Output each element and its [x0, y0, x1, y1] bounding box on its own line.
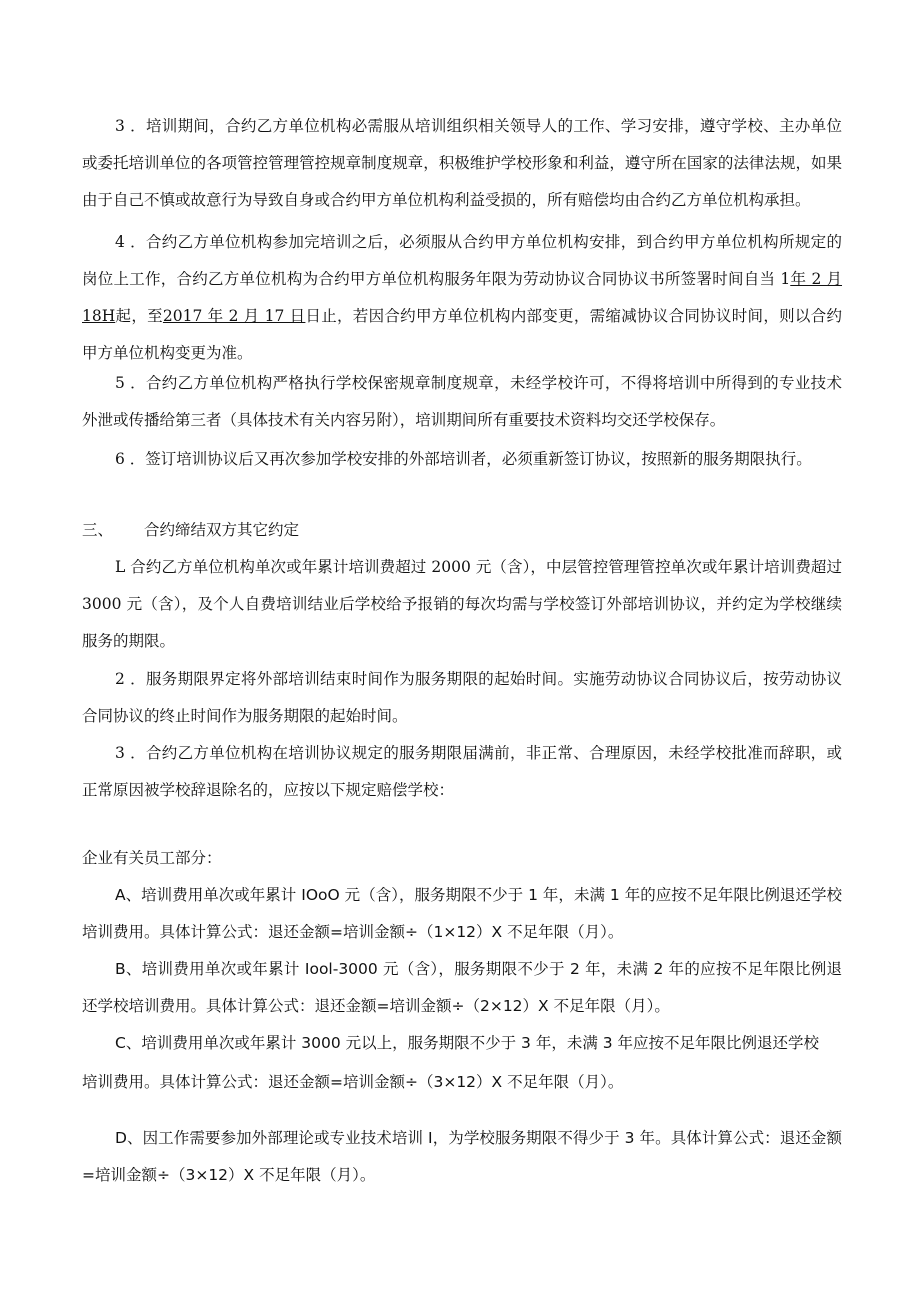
section-3-heading [82, 512, 842, 549]
employee-rule-c-line-1: C、培训费用单次或年累计 3000 元以上，服务期限不少于 3 年，未满 3 年应按不足年限比例退还学校 [115, 1034, 820, 1052]
section-3-clause-3: 3 ．合约乙方单位机构在培训协议规定的服务期限届满前，非正常、合理原因，未经学校批准而辞职，或正常原因被学校辞退除名的，应按以下规定赔偿学校： [82, 744, 842, 799]
clause-6: 6 ．签订培训协议后又再次参加学校安排的外部培训者，必须重新签订协议，按照新的服务期限执行。 [115, 450, 812, 468]
section-3-clause-2: 2 ．服务期限界定将外部培训结束时间作为服务期限的起始时间。实施劳动协议合同协议后，按劳动协议合同协议的终止时间作为服务期限的起始时间。 [82, 670, 842, 725]
service-end-date: 2017 年 2 月 17 日 [162, 307, 306, 325]
clause-3: 3 ．培训期间，合约乙方单位机构必需服从培训组织相关领导人的工作、学习安排，遵守学校、主办单位或委托培训单位的各项管控管理管控规章制度规章，积极维护学校形象和利益，遵守所在国家的法律法规，如果由于自己不慎或故意行为导致自身或合约甲方单位机构利益受损的，所有赔偿均由合约乙方单位机构承担。 [82, 117, 842, 209]
clause-4-text-a: 4 ．合约乙方单位机构参加完培训之后，必须服从合约甲方单位机构安排，到合约甲方单位机构所规定的岗位上工作，合约乙方单位机构为合约甲方单位机构服务年限为劳动协议合同协议书所签署时间自当 1 [82, 233, 842, 288]
section-3-number: 三、 [82, 521, 114, 539]
employee-rule-a: A、培训费用单次或年累计 IOoO 元（含），服务期限不少于 1 年，未满 1 年的应按不足年限比例退还学校培训费用。具体计算公式：退还金额=培训金额÷（1×12）X 不足年限（月）。 [82, 886, 842, 941]
service-start-date: 年 2 月 18H [82, 270, 843, 325]
clause-4-text-b: 起，至 [115, 307, 163, 325]
clause-5: 5 ．合约乙方单位机构严格执行学校保密规章制度规章，未经学校许可，不得将培训中所得到的专业技术外泄或传播给第三者（具体技术有关内容另附），培训期间所有重要技术资料均交还学校保存。 [82, 374, 842, 429]
employee-rule-d: D、因工作需要参加外部理论或专业技术培训 I，为学校服务期限不得少于 3 年。具体计算公式：退还金额=培训金额÷（3×12）X 不足年限（月）。 [82, 1129, 842, 1184]
clause-4-text-c: 日止，若因合约甲方单位机构内部变更，需缩减协议合同协议时间，则以合约甲方单位机构变更为准。 [82, 307, 842, 362]
employee-rule-b: B、培训费用单次或年累计 Iool-3000 元（含），服务期限不少于 2 年，未满 2 年的应按不足年限比例退还学校培训费用。具体计算公式：退还金额=培训金额÷（2×12）X 不足年限（月）。 [82, 960, 842, 1015]
section-3-title: 合约缔结双方其它约定 [144, 521, 300, 539]
employee-rule-c-line-2: 培训费用。具体计算公式：退还金额=培训金额÷（3×12）X 不足年限（月）。 [82, 1073, 624, 1091]
section-3-clause-1: L 合约乙方单位机构单次或年累计培训费超过 2000 元（含），中层管控管理管控单次或年累计培训费超过 3000 元（含），及个人自费培训结业后学校给予报销的每次均需与学校签订外部培训协议，并约定为学校继续服务的期限。 [82, 558, 842, 650]
clause-4 [82, 224, 842, 372]
employee-section-heading: 企业有关员工部分： [82, 849, 222, 867]
